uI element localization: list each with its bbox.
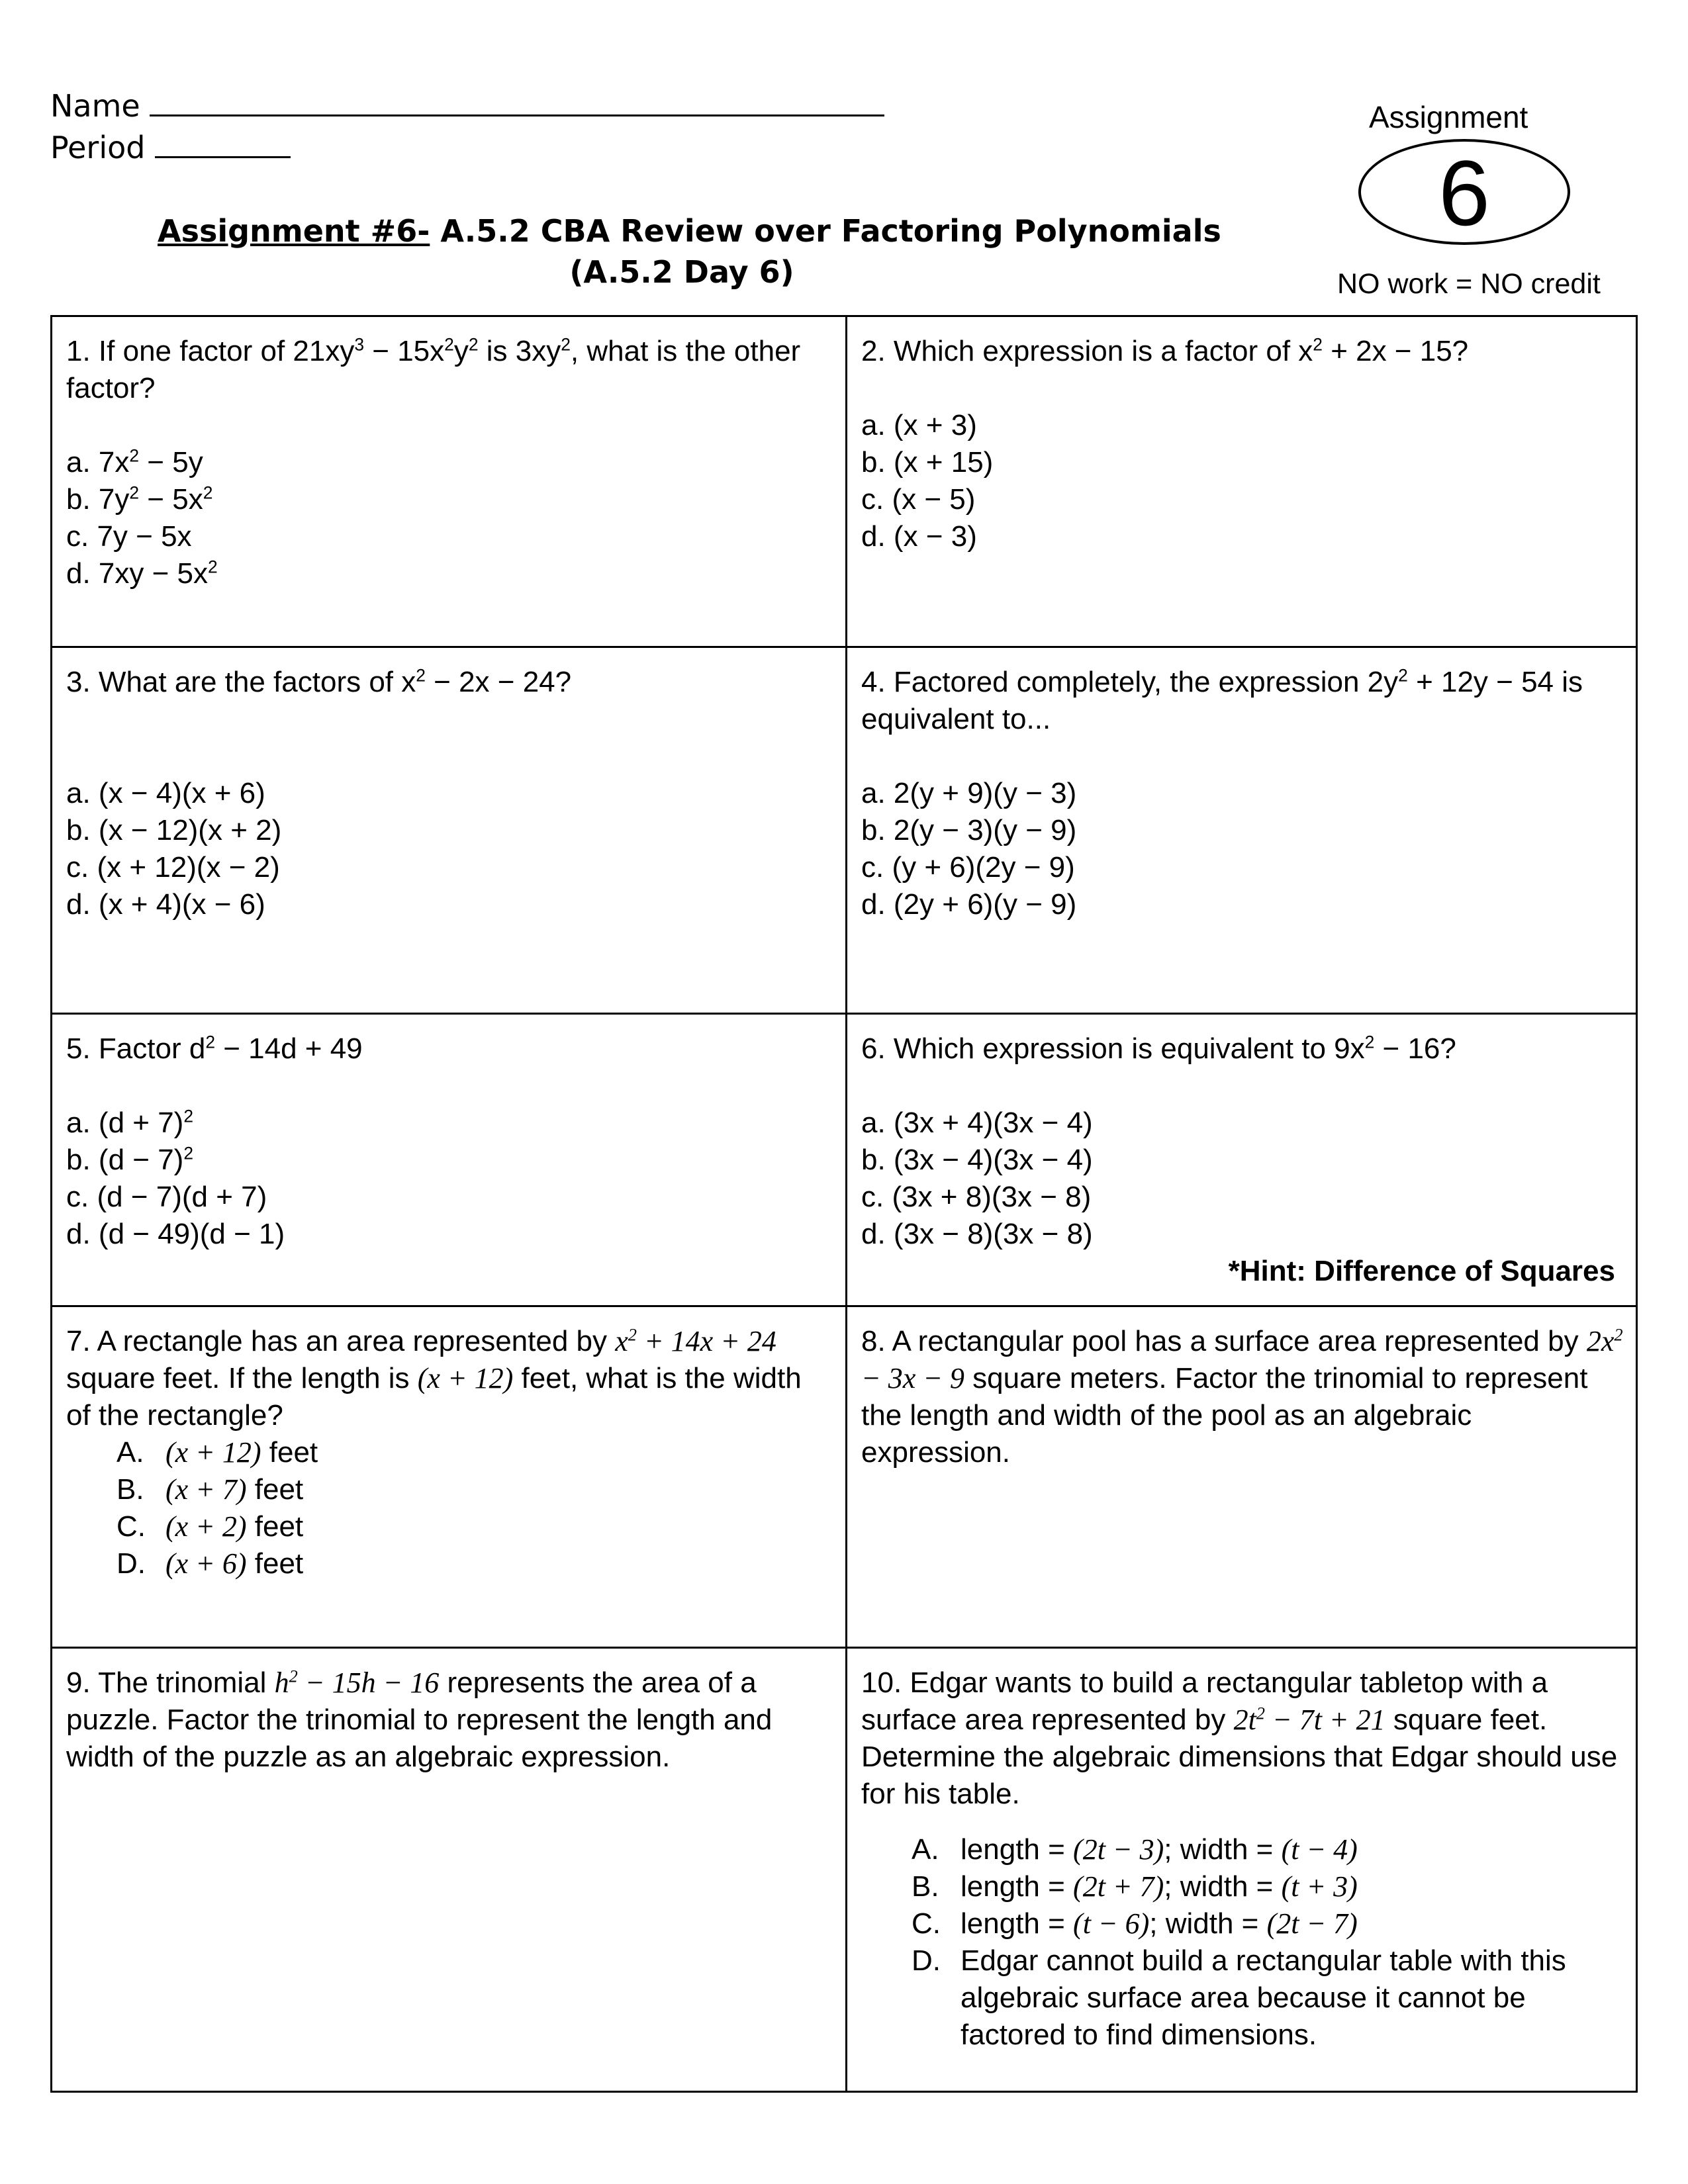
title-main: A.5.2 CBA Review over Factoring Polynomials <box>440 213 1221 249</box>
badge-note: NO work = NO credit <box>1337 268 1601 300</box>
answer-choice-c[interactable]: c. (3x + 8)(3x − 8) <box>861 1181 1092 1213</box>
answer-choice-a[interactable]: a. (x + 3) <box>861 409 977 441</box>
name-field[interactable] <box>50 88 884 124</box>
question-1 <box>52 317 845 646</box>
math-expression: $h^2 - 15h - 16$ <box>274 1666 440 1699</box>
question-6-stem: 6. Which expression is equivalent to $9x^2 - 16$? <box>861 1032 1456 1065</box>
title-sub: (A.5.2 Day 6) <box>569 254 794 290</box>
answer-choice-d[interactable]: d. (d − 49)(d − 1) <box>66 1218 285 1250</box>
answer-choice-b[interactable]: B. (x + 7) feet <box>117 1473 304 1506</box>
question-9-stem: 9. The trinomial $h^2 - 15h - 16$ represents the area of a puzzle. Factor the trinomial to represent the length and width of the puzzle as an algebraic expression. <box>66 1666 773 1773</box>
answer-choice-b[interactable]: b. $7y^2 - 5x^2$ <box>66 482 213 516</box>
answer-choice-d[interactable]: D. Edgar cannot build a rectangular table with this algebraic surface area because it cannot be factored to find dimensions. <box>912 1944 1566 2051</box>
assignment-badge <box>1331 99 1635 304</box>
answer-choice-a[interactable]: A. (x + 12) feet <box>117 1436 318 1469</box>
question-2 <box>847 317 1638 646</box>
answer-choice-c[interactable]: c. (x − 5) <box>861 483 976 516</box>
question-5 <box>52 1015 845 1305</box>
name-blank-line[interactable] <box>150 88 884 116</box>
answer-choice-b[interactable]: b. (x − 12)(x + 2) <box>66 814 282 846</box>
period-label: Period <box>50 130 146 165</box>
answer-choice-c[interactable]: c. 7y − 5x <box>66 520 192 553</box>
question-7 <box>52 1307 845 1647</box>
question-3 <box>52 648 845 1013</box>
answer-choice-a[interactable]: a. $7x^2 - 5y$ <box>66 445 203 478</box>
period-field[interactable] <box>50 130 291 165</box>
answer-choice-b[interactable]: B. length = (2t + 7); width = (t + 3) <box>912 1870 1358 1903</box>
hint-text: *Hint: Difference of Squares <box>1228 1255 1615 1287</box>
math-expression: (x + 12) <box>417 1362 514 1394</box>
period-blank-line[interactable] <box>155 130 291 158</box>
answer-choice-c[interactable]: C. (x + 2) feet <box>117 1510 304 1543</box>
math-expression: $2x^2 - 3x - 9$ <box>861 1324 1623 1394</box>
answer-choice-d[interactable]: d. (2y + 6)(y − 9) <box>861 888 1077 921</box>
answer-choices <box>861 1831 1624 2054</box>
answer-choice-d[interactable]: d. (x − 3) <box>861 520 977 553</box>
question-4-stem: 4. Factored completely, the expression $2y^2 + 12y - 54$ is equivalent to... <box>861 665 1583 735</box>
math-expression: $x^2 + 14x + 24$ <box>615 1324 776 1357</box>
answer-choice-c[interactable]: c. (d − 7)(d + 7) <box>66 1181 267 1213</box>
answer-choice-a[interactable]: A. length = (2t − 3); width = (t − 4) <box>912 1833 1358 1866</box>
question-3-stem: 3. What are the factors of $x^2 - 2x - 24$? <box>66 665 572 698</box>
answer-choice-d[interactable]: D. (x + 6) feet <box>117 1547 304 1580</box>
question-grid <box>50 315 1638 2093</box>
answer-choice-a[interactable]: a. 2(y + 9)(y − 3) <box>861 777 1077 809</box>
question-7-stem: 7. A rectangle has an area represented by $x^2 + 14x + 24$ square feet. If the length is (x + 12) feet, what is the width of the rectangle? <box>66 1324 802 1432</box>
answer-choice-c[interactable]: C. length = (t − 6); width = (2t − 7) <box>912 1907 1358 1940</box>
question-5-stem: 5. Factor $d^2 - 14d + 49$ <box>66 1032 363 1065</box>
question-9 <box>52 1649 845 2093</box>
answer-choice-d[interactable]: d. (3x − 8)(3x − 8) <box>861 1218 1093 1250</box>
answer-choice-b[interactable]: b. (3x − 4)(3x − 4) <box>861 1144 1093 1176</box>
question-10 <box>847 1649 1638 2093</box>
question-8-stem: 8. A rectangular pool has a surface area represented by $2x^2 - 3x - 9$ square meters. Factor the trinomial to represent the length and width of the pool as an algebraic expression. <box>861 1324 1623 1469</box>
question-10-stem: 10. Edgar wants to build a rectangular tabletop with a surface area represented by $2t^2 - 7t + 21$ square feet. Determine the algebraic dimensions that Edgar should use for his table. <box>861 1666 1618 1810</box>
badge-number: 6 <box>1438 141 1490 245</box>
question-6 <box>847 1015 1638 1305</box>
answer-choice-a[interactable]: a. (3x + 4)(3x − 4) <box>861 1107 1093 1139</box>
badge-label: Assignment <box>1369 100 1528 134</box>
answer-choice-b[interactable]: b. 2(y − 3)(y − 9) <box>861 814 1077 846</box>
answer-choice-a[interactable]: a. $(d + 7)^2$ <box>66 1106 193 1139</box>
math-expression: $2t^2 - 7t + 21$ <box>1233 1703 1385 1736</box>
answer-choice-c[interactable]: c. (x + 12)(x − 2) <box>66 851 280 884</box>
answer-choice-b[interactable]: b. (x + 15) <box>861 446 994 478</box>
title-prefix: Assignment #6- <box>158 213 430 249</box>
question-2-stem: 2. Which expression is a factor of $x^2 + 2x - 15$? <box>861 334 1469 367</box>
answer-choice-d[interactable]: d. $7xy - 5x^2$ <box>66 557 218 590</box>
question-1-stem: 1. If one factor of $21xy^3 - 15x^2y^2$ is $3xy^2$, what is the other factor? <box>66 334 801 404</box>
answer-choice-c[interactable]: c. (y + 6)(2y − 9) <box>861 851 1075 884</box>
answer-choice-d[interactable]: d. (x + 4)(x − 6) <box>66 888 265 921</box>
answer-choice-b[interactable]: b. $(d - 7)^2$ <box>66 1143 193 1176</box>
answer-choices <box>66 1434 832 1582</box>
question-8 <box>847 1307 1638 1647</box>
name-label: Name <box>50 88 140 124</box>
question-4 <box>847 648 1638 1013</box>
answer-choice-a[interactable]: a. (x − 4)(x + 6) <box>66 777 265 809</box>
